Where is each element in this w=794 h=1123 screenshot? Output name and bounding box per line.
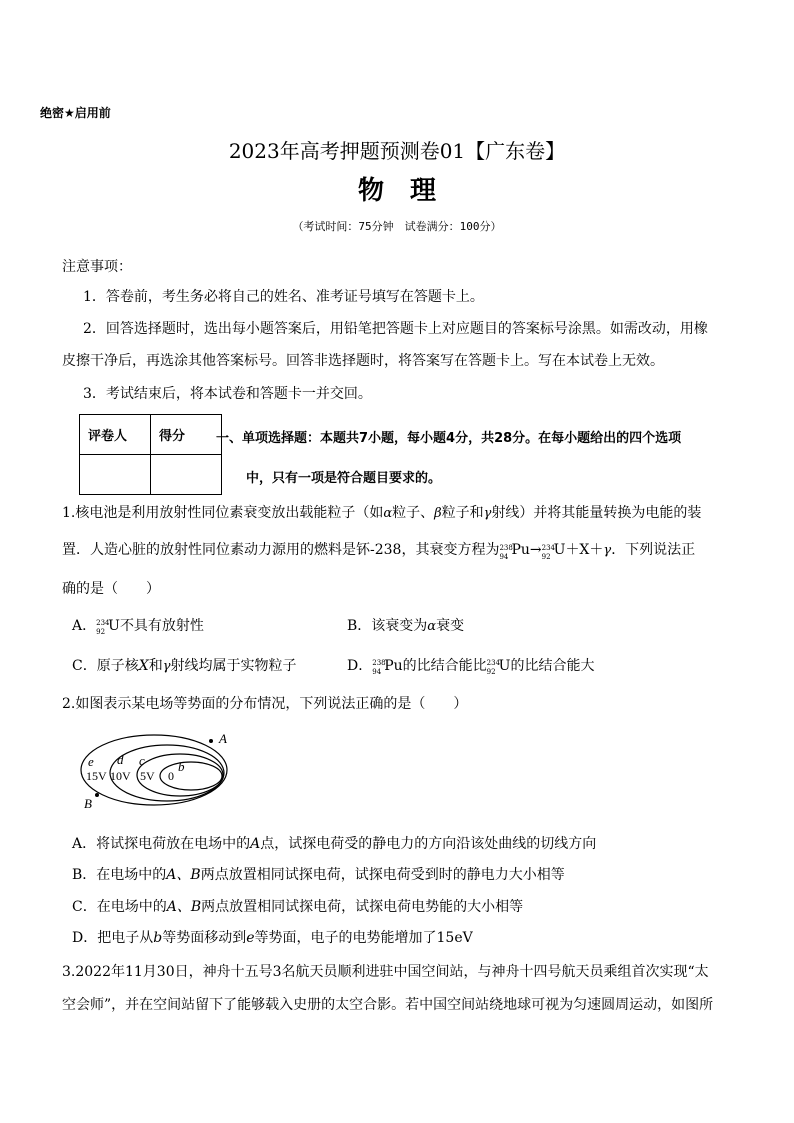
- confidential-mark: 绝密★启用前: [40, 106, 111, 120]
- q1-line-3: 确的是（ ）: [62, 581, 160, 597]
- surface-label-d: d: [117, 752, 124, 767]
- q1-line-2: 置．人造心脏的放射性同位素动力源用的燃料是钚-238，其衰变方程为 238 94 Pu→ 234 92 U＋X＋γ．下列说法正: [62, 542, 696, 561]
- equipotential-diagram: [78, 728, 238, 812]
- q1-option-d[interactable]: D． 238 94 Pu的比结合能比 234 92 U的比结合能大: [347, 658, 595, 676]
- q2-option-d[interactable]: D．把电子从b等势面移动到e等势面，电子的电势能增加了15eV: [72, 930, 473, 946]
- section-heading-line-2: 中，只有一项是符合题目要求的。: [246, 471, 442, 486]
- notice-item-2-line-1: 2．回答选择题时，选出每小题答案后，用铅笔把答题卡上对应题目的答案标号涂黑。如需改动，用橡: [83, 321, 708, 337]
- point-a-label: A: [219, 731, 227, 746]
- q1-option-c[interactable]: C．原子核X和γ射线均属于实物粒子: [72, 658, 297, 674]
- surface-label-b: b: [178, 759, 185, 774]
- surface-label-e: e: [88, 754, 94, 769]
- surface-label-c: c: [139, 753, 145, 768]
- notice-heading: 注意事项：: [62, 259, 132, 275]
- surface-value-d: 10V: [110, 769, 131, 783]
- point-b-label: B: [84, 796, 92, 811]
- q2-option-a[interactable]: A．将试探电荷放在电场中的A点，试探电荷受的静电力的方向沿该处曲线的切线方向: [72, 836, 597, 852]
- exam-title: 2023年高考押题预测卷01【广东卷】: [228, 139, 566, 163]
- q1-line-1: 1.核电池是利用放射性同位素衰变放出载能粒子（如α粒子、β粒子和γ射线）并将其能量转换为电能的装: [62, 505, 702, 521]
- q2-option-c[interactable]: C．在电场中的A、B两点放置相同试探电荷，试探电荷电势能的大小相等: [72, 899, 524, 915]
- grader-cell: [80, 455, 151, 495]
- u-nuclide-notation: 234 92: [541, 544, 555, 561]
- score-header: 得分: [151, 415, 222, 455]
- section-heading-line-1: 一、单项选择题：本题共7小题，每小题4分，共28分。在每小题给出的四个选项: [216, 431, 682, 446]
- q3-line-2: 空会师”，并在空间站留下了能够载入史册的太空合影。若中国空间站绕地球可视为匀速圆周运动，如图所: [62, 997, 714, 1013]
- grader-header: 评卷人: [80, 415, 151, 455]
- surface-value-e: 15V: [86, 769, 107, 783]
- q1-option-a[interactable]: A． 234 92 U不具有放射性: [72, 618, 204, 636]
- subject-title: 物理: [357, 176, 462, 206]
- point-b-dot: [95, 793, 99, 797]
- notice-item-3: 3．考试结束后，将本试卷和答题卡一并交回。: [83, 386, 372, 402]
- q2-stem: 2.如图表示某电场等势面的分布情况，下列说法正确的是（ ）: [62, 696, 468, 712]
- exam-info: （考试时间：75分钟 试卷满分：100分）: [292, 220, 502, 233]
- surface-value-b: 0: [168, 769, 174, 783]
- surface-value-c: 5V: [140, 769, 155, 783]
- q2-option-b[interactable]: B．在电场中的A、B两点放置相同试探电荷，试探电荷受到时的静电力大小相等: [72, 867, 565, 883]
- pu-nuclide-notation: 238 94: [499, 544, 513, 561]
- notice-item-1: 1．答卷前，考生务必将自己的姓名、准考证号填写在答题卡上。: [83, 289, 484, 305]
- q3-line-1: 3.2022年11月30日，神舟十五号3名航天员顺利进驻中国空间站，与神舟十四号航天员乘组首次实现“太: [62, 964, 709, 980]
- point-a-dot: [209, 739, 213, 743]
- score-cell: [151, 455, 222, 495]
- q1-option-b[interactable]: B．该衰变为α衰变: [347, 618, 465, 634]
- score-table: [79, 414, 222, 495]
- notice-item-2-line-2: 皮擦干净后，再选涂其他答案标号。回答非选择题时，将答案写在答题卡上。写在本试卷上无效。: [62, 353, 664, 369]
